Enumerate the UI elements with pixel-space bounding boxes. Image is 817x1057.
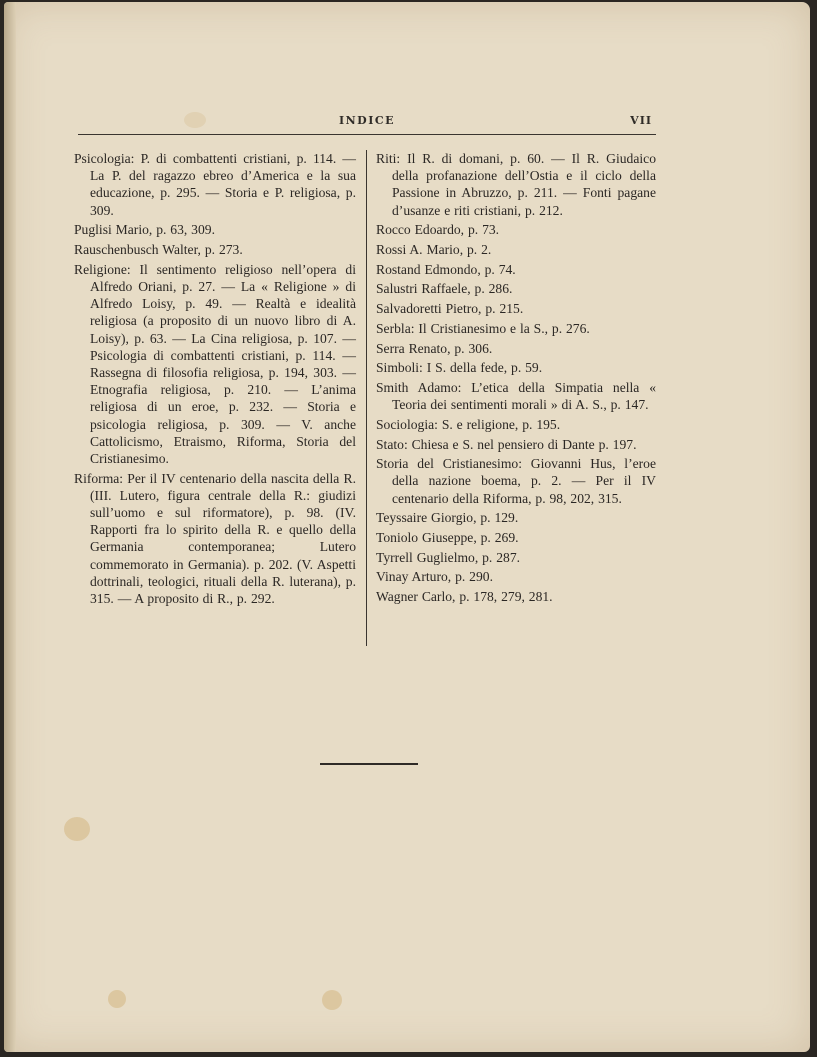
index-entry: Rossi A. Mario, p. 2. xyxy=(376,242,492,258)
index-entry: Riti: Il R. di domani, p. 60. — Il R. Giudaico della profanazione dell’Ostia e il ciclo della Passione in Abruzzo, p. 211. — Fonti pagane d’usanze e riti cristiani, p. 212. xyxy=(376,151,656,218)
foxing-stain xyxy=(108,990,126,1008)
index-entry: Teyssaire Giorgio, p. 129. xyxy=(376,510,519,526)
index-entry: Serra Renato, p. 306. xyxy=(376,340,493,356)
index-entry: Storia del Cristianesimo: Giovanni Hus, l’eroe della nazione boema, p. 2. — Per il IV centenario della Riforma, p. 98, 202, 315. xyxy=(376,456,656,506)
running-title: INDICE xyxy=(338,114,396,127)
index-entry: Simboli: I S. della fede, p. 59. xyxy=(376,360,543,376)
index-entry: Serbla: Il Cristianesimo e la S., p. 276. xyxy=(376,320,590,336)
page-edge xyxy=(4,2,16,1052)
index-entry: Psicologia: P. di combattenti cristiani, p. 114. — La P. del ragazzo ebreo d’America e la sua educazione, p. 295. — Storia e P. religiosa, p. 309. xyxy=(74,151,356,218)
index-entry: Rostand Edmondo, p. 74. xyxy=(376,261,516,277)
page-number: VII xyxy=(630,114,652,127)
end-rule xyxy=(320,763,418,765)
index-entry: Riforma: Per il IV centenario della nascita della R. (III. Lutero, figura centrale della R.: giudizi sull’uomo e sul riformatore), p. 98. (IV. Rapporti fra lo spirito della R. e quello della Germania contemporanea; Lutero commemorato in Germania). p. 202. (V. Aspetti dottrinali, teologici, rituali della R. luterana), p. 315. — A proposito di R., p. 292. xyxy=(74,470,356,607)
index-entry: Wagner Carlo, p. 178, 279, 281. xyxy=(376,589,553,605)
index-entry: Religione: Il sentimento religioso nell’opera di Alfredo Oriani, p. 27. — La « Religione » di Alfredo Loisy, p. 49. — Realtà e idealità religiosa (a proposito di un nuovo libro di A. Loisy), p. 63. — La Cina religiosa, p. 107. — Psicologia di combattenti cristiani, p. 114. — Rassegna di filosofia religiosa, p. 194, 303. — Etnografia religiosa, p. 210. — L’anima religiosa di un eroe, p. 232. — Storia e psicologia religiosa, p. 309. — V. anche Cattolicismo, Etraismo, Riforma, Storia del Cristianesimo. xyxy=(74,261,356,466)
index-entry: Puglisi Mario, p. 63, 309. xyxy=(74,222,215,238)
index-entry: Smith Adamo: L’etica della Simpatia nella « Teoria dei sentimenti morali » di A. S., p. 147. xyxy=(376,379,656,413)
column-divider xyxy=(366,150,367,646)
index-entry: Sociologia: S. e religione, p. 195. xyxy=(376,416,561,432)
foxing-stain xyxy=(322,990,342,1010)
index-entry: Vinay Arturo, p. 290. xyxy=(376,569,493,585)
index-column-left xyxy=(74,150,356,610)
index-entry: Salvadoretti Pietro, p. 215. xyxy=(376,301,524,317)
index-entry: Salustri Raffaele, p. 286. xyxy=(376,281,513,297)
index-entry: Tyrrell Guglielmo, p. 287. xyxy=(376,549,521,565)
index-column-right xyxy=(376,150,656,608)
running-header xyxy=(78,112,656,135)
index-entry: Toniolo Giuseppe, p. 269. xyxy=(376,530,519,546)
index-entry: Rauschenbusch Walter, p. 273. xyxy=(74,242,243,258)
index-entry: Rocco Edoardo, p. 73. xyxy=(376,222,500,238)
index-entry: Stato: Chiesa e S. nel pensiero di Dante p. 197. xyxy=(376,436,637,452)
foxing-stain xyxy=(64,817,90,841)
